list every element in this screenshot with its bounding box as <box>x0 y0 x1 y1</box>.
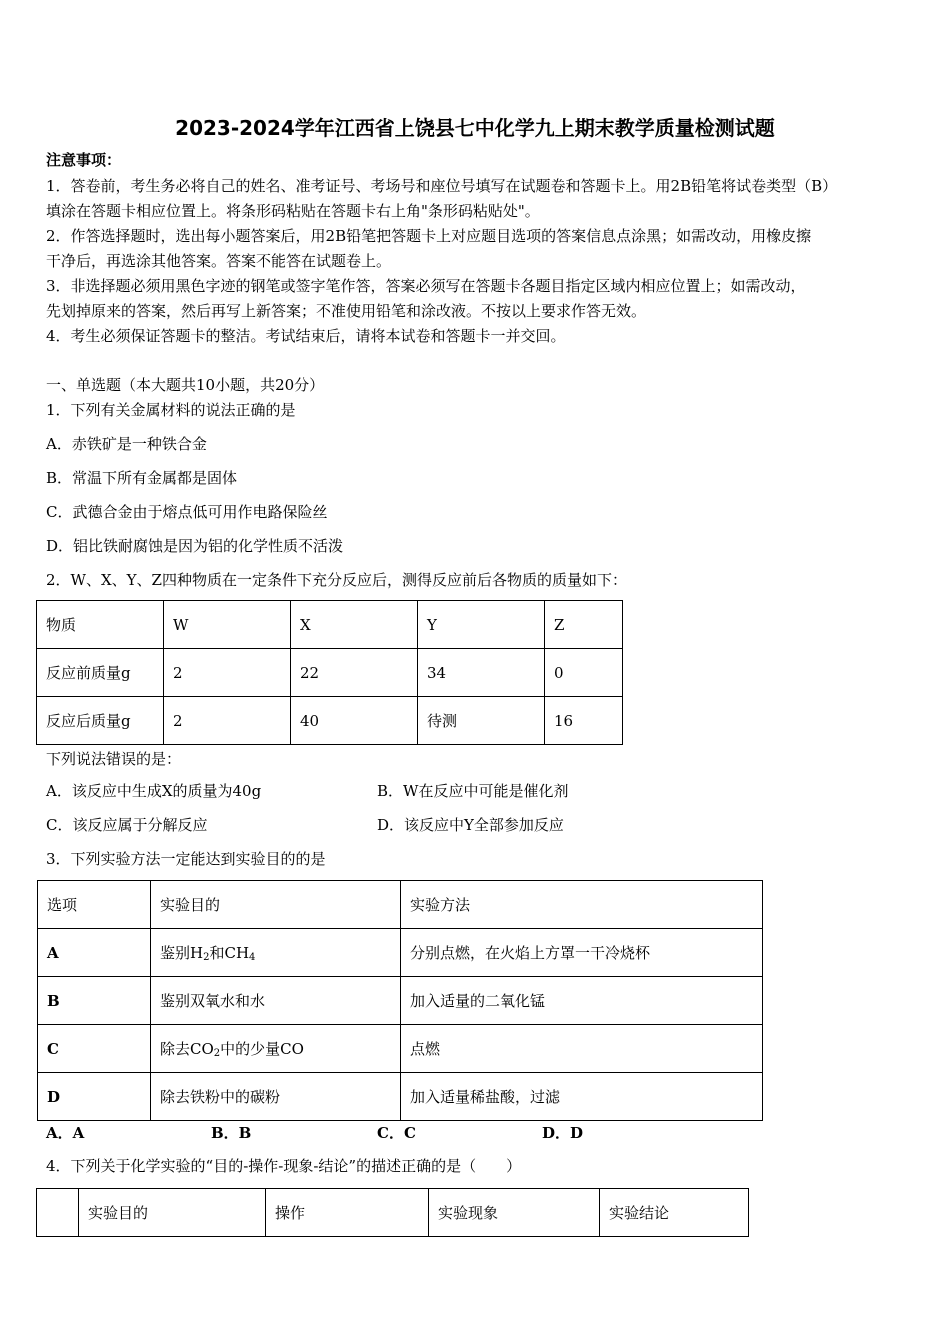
subscript: 2 <box>203 952 210 963</box>
table-cell: W <box>164 601 291 649</box>
notice-line: 4．考生必须保证答题卡的整洁。考试结束后，请将本试卷和答题卡一并交回。 <box>46 327 566 345</box>
notice-line: 2．作答选择题时，选出每小题答案后，用2B铅笔把答题卡上对应题目选项的答案信息点涂黑；如需改动，用橡皮擦 <box>46 227 812 245</box>
question-stem: 1．下列有关金属材料的说法正确的是 <box>46 401 296 419</box>
table-cell: A <box>38 929 151 977</box>
option: D．铝比铁耐腐蚀是因为铝的化学性质不活泼 <box>46 537 344 555</box>
question-stem: 4．下列关于化学实验的“目的-操作-现象-结论”的描述正确的是（ ） <box>46 1157 522 1175</box>
option: A．赤铁矿是一种铁合金 <box>46 435 207 453</box>
formula-text: 除去CO <box>160 1040 214 1058</box>
table-cell: 反应后质量g <box>37 697 164 745</box>
table-cell: 34 <box>418 649 545 697</box>
table-cell: 实验方法 <box>401 881 763 929</box>
notice-line: 3．非选择题必须用黑色字迹的钢笔或签字笔作答，答案必须写在答题卡各题目指定区域内相应位置上；如需改动， <box>46 277 806 295</box>
table-cell: 除去铁粉中的碳粉 <box>151 1073 401 1121</box>
table-cell: 物质 <box>37 601 164 649</box>
option: C．武德合金由于熔点低可用作电路保险丝 <box>46 503 328 521</box>
table-cell: Z <box>545 601 623 649</box>
table-cell: 2 <box>164 649 291 697</box>
page-title: 2023-2024学年江西省上饶县七中化学九上期末教学质量检测试题 <box>175 116 775 140</box>
table-cell: B <box>38 977 151 1025</box>
option: B．常温下所有金属都是固体 <box>46 469 238 487</box>
option: C．该反应属于分解反应 <box>46 816 208 834</box>
table-cell: Y <box>418 601 545 649</box>
table-cell: 0 <box>545 649 623 697</box>
notice-heading: 注意事项： <box>46 151 122 169</box>
table-cell: 实验结论 <box>600 1189 749 1237</box>
mass-table <box>36 600 623 745</box>
notice-line: 先划掉原来的答案，然后再写上新答案；不准使用铅笔和涂改液。不按以上要求作答无效。 <box>46 302 647 320</box>
table-cell <box>151 929 401 977</box>
option: D．D <box>542 1124 584 1142</box>
table-cell: 2 <box>164 697 291 745</box>
option: D．该反应中Y全部参加反应 <box>377 816 564 834</box>
table-cell: 点燃 <box>401 1025 763 1073</box>
option: B．W在反应中可能是催化剂 <box>377 782 569 800</box>
subscript: 4 <box>249 952 256 963</box>
formula-text: 中的少量CO <box>220 1040 304 1058</box>
formula-text: 鉴别H <box>160 944 204 962</box>
section-heading: 一、单选题（本大题共10小题，共20分） <box>46 376 325 394</box>
question-prompt: 下列说法错误的是： <box>46 750 182 768</box>
table-cell: 鉴别双氧水和水 <box>151 977 401 1025</box>
formula-text: 和CH <box>209 944 250 962</box>
question-stem: 3．下列实验方法一定能达到实验目的的是 <box>46 850 326 868</box>
question-stem: 2．W、X、Y、Z四种物质在一定条件下充分反应后，测得反应前后各物质的质量如下： <box>46 571 627 589</box>
table-cell: 实验目的 <box>151 881 401 929</box>
table-cell: 反应前质量g <box>37 649 164 697</box>
notice-line: 1．答卷前，考生务必将自己的姓名、准考证号、考场号和座位号填写在试题卷和答题卡上。用2B铅笔将试卷类型（B） <box>46 177 838 195</box>
table-cell: 加入适量稀盐酸，过滤 <box>401 1073 763 1121</box>
table-cell: 实验目的 <box>79 1189 266 1237</box>
table-cell: 22 <box>291 649 418 697</box>
table-cell: 40 <box>291 697 418 745</box>
notice-line: 干净后，再选涂其他答案。答案不能答在试题卷上。 <box>46 252 392 270</box>
subscript: 2 <box>213 1048 221 1059</box>
table-cell: 实验现象 <box>429 1189 600 1237</box>
option: C．C <box>377 1124 416 1142</box>
option: B．B <box>211 1124 252 1142</box>
table-cell: 选项 <box>38 881 151 929</box>
table-cell: 待测 <box>418 697 545 745</box>
option: A．A <box>46 1124 85 1142</box>
notice-line: 填涂在答题卡相应位置上。将条形码粘贴在答题卡右上角"条形码粘贴处"。 <box>46 202 540 220</box>
table-cell <box>37 1189 79 1237</box>
table-cell: 加入适量的二氧化锰 <box>401 977 763 1025</box>
table-cell: 16 <box>545 697 623 745</box>
experiment-table-q4 <box>36 1188 749 1237</box>
table-cell: D <box>38 1073 151 1121</box>
table-cell: 操作 <box>266 1189 429 1237</box>
experiment-table <box>37 880 763 1121</box>
table-cell <box>151 1025 401 1073</box>
table-cell: 分别点燃，在火焰上方罩一干冷烧杯 <box>401 929 763 977</box>
option: A．该反应中生成X的质量为40g <box>46 782 262 800</box>
table-cell: C <box>38 1025 151 1073</box>
table-cell: X <box>291 601 418 649</box>
